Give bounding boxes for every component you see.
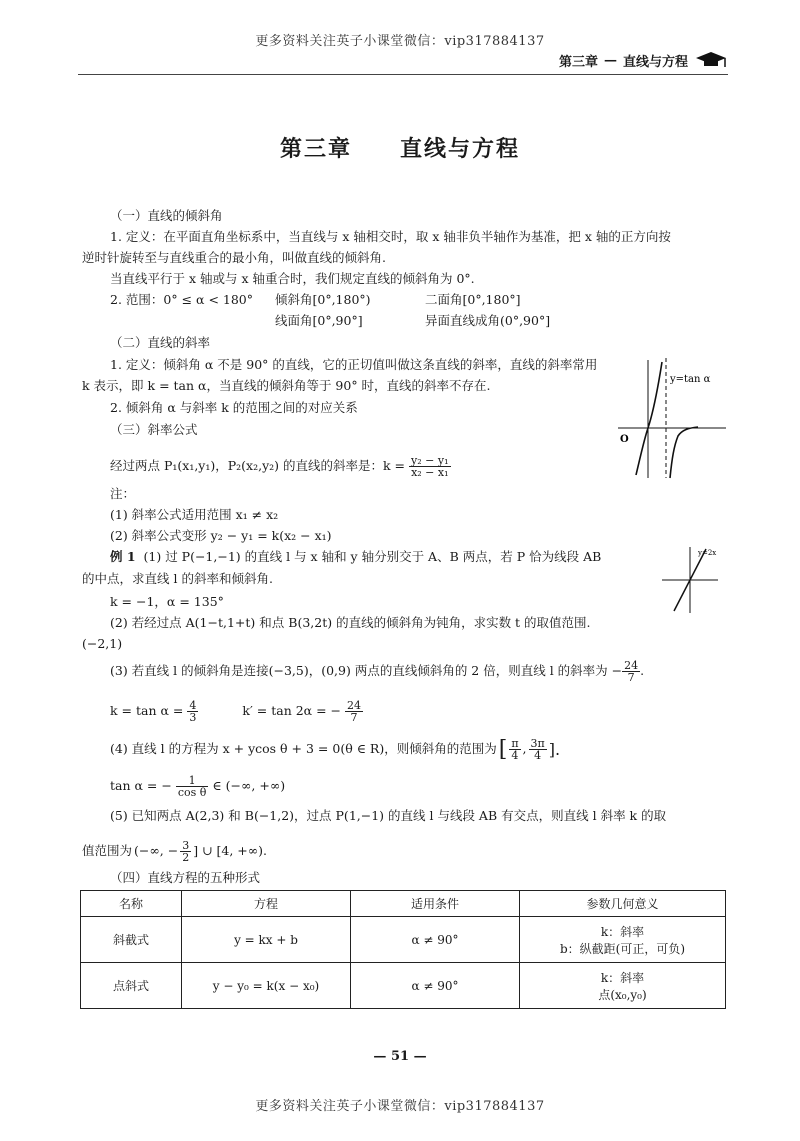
fraction [345, 700, 363, 723]
range-item: 倾斜角[0°,180°) [275, 292, 371, 307]
origin-label: O [620, 434, 629, 445]
slope-fraction [409, 455, 450, 478]
fraction [509, 738, 520, 761]
watermark-top: 更多资料关注英子小课堂微信：vip317884137 [255, 34, 545, 49]
answer-text: ] ∪ [4, +∞). [193, 843, 268, 859]
answer-text: (−∞, − [134, 843, 179, 859]
bracket: [ [498, 736, 508, 762]
fraction [622, 660, 640, 683]
answer-text: k′ = tan 2α = − [242, 703, 342, 719]
fraction-denominator: 2 [182, 851, 190, 864]
fraction-denominator: 7 [627, 671, 635, 684]
answer-text: tan α = − [110, 778, 172, 794]
example-p5-answer [82, 840, 267, 863]
column-header: 名称 [81, 891, 182, 917]
example-text: 值范围为 [82, 843, 133, 859]
table-row [81, 917, 726, 963]
paragraph: 1. 定义：在平面直角坐标系中，当直线与 x 轴相交时，取 x 轴非负半轴作为基准，把 x 轴的正方向按 [110, 229, 671, 244]
range-item: 异面直线成角(0°,90°] [425, 313, 551, 328]
fraction-denominator: 7 [350, 711, 358, 724]
page-title: 第三章 直线与方程 [279, 136, 520, 162]
paragraph: 1. 定义：倾斜角 α 不是 90° 的直线，它的正切值叫做这条直线的斜率，直线的斜率常用 [110, 357, 598, 372]
example-p1 [110, 551, 601, 564]
fraction-denominator: 3 [189, 711, 197, 724]
page-number: — 51 — [373, 1049, 427, 1064]
fraction-numerator: 3π [530, 737, 545, 750]
example-p3 [110, 660, 644, 683]
range-label: 2. 范围：0° ≤ α < 180° [110, 292, 253, 307]
range-item: 二面角[0°,180°] [425, 292, 521, 307]
cell-line: k：斜率 [600, 924, 645, 939]
table-cell: α ≠ 90° [351, 917, 520, 963]
example-label: 例 1 [110, 549, 136, 564]
bracket: ]. [548, 739, 561, 759]
example-text: (4) 直线 l 的方程为 x + ycos θ + 3 = 0(θ ∈ R)，则倾斜角的范围为 [110, 741, 497, 757]
example-p4 [110, 738, 560, 761]
tangent-graph [618, 350, 728, 480]
answer-text: ∈ (−∞, +∞) [212, 778, 286, 794]
table-cell: α ≠ 90° [351, 963, 520, 1009]
graph-label: y=2x [698, 549, 717, 557]
cell-line: 点(x₀,y₀) [598, 987, 647, 1002]
fraction-numerator: 24 [624, 659, 639, 672]
fraction-numerator: 1 [176, 775, 209, 787]
table-cell [520, 963, 726, 1009]
column-header: 方程 [182, 891, 351, 917]
paragraph: 2. 倾斜角 α 与斜率 k 的范围之间的对应关系 [110, 400, 358, 415]
range-item: 线面角[0°,90°] [275, 313, 363, 328]
punctuation: . [640, 663, 645, 679]
example-text: (5) 已知两点 A(2,3) 和 B(−1,2)，过点 P(1,−1) 的直线 l 与线段 AB 有交点，则直线 l 斜率 k 的取 [110, 808, 667, 823]
note-item: (1) 斜率公式适用范围 x₁ ≠ x₂ [110, 507, 279, 522]
table-cell [520, 917, 726, 963]
fraction [176, 775, 209, 798]
example-answer [110, 700, 363, 723]
header-dash: — [603, 52, 617, 68]
fraction-numerator: π [511, 737, 519, 750]
header-chapter: 第三章 [558, 54, 598, 70]
fraction [529, 738, 547, 761]
example-text: (2) 若经过点 A(1−t,1+t) 和点 B(3,2t) 的直线的倾斜角为钝角，求实数 t 的取值范围. [110, 615, 591, 630]
cell-line: k：斜率 [600, 970, 645, 985]
note-item: (2) 斜率公式变形 y₂ − y₁ = k(x₂ − x₁) [110, 528, 332, 543]
fraction-numerator: 24 [347, 699, 362, 712]
fraction-denominator: cos θ [177, 786, 207, 799]
fraction-numerator: 4 [189, 699, 197, 712]
fraction-denominator: 4 [511, 749, 519, 762]
example-text: (1) 过 P(−1,−1) 的直线 l 与 x 轴和 y 轴分别交于 A、B 两点，若 P 恰为线段 AB [143, 549, 602, 564]
example-text: 的中点，求直线 l 的斜率和倾斜角. [82, 571, 273, 586]
table-cell: 点斜式 [81, 963, 182, 1009]
table-cell: y − y₀ = k(x − x₀) [182, 963, 351, 1009]
table-cell: y = kx + b [182, 917, 351, 963]
section-heading-2: （二）直线的斜率 [110, 335, 211, 350]
fraction-numerator: y₂ − y₁ [411, 454, 449, 467]
table-header-row [81, 891, 726, 917]
table-row [81, 963, 726, 1009]
example-text: (3) 若直线 l 的倾斜角是连接(−3,5)，(0,9) 两点的直线倾斜角的 2 倍，则直线 l 的斜率为 − [110, 663, 623, 679]
fraction [180, 840, 191, 863]
graph-label: y=tan α [670, 374, 711, 385]
slope-formula [110, 455, 451, 478]
section-heading-1: （一）直线的倾斜角 [110, 208, 223, 223]
column-header: 参数几何意义 [520, 891, 726, 917]
header-topic: 直线与方程 [622, 54, 688, 70]
answer-text: k = tan α = [110, 703, 184, 719]
example-answer: (−2,1) [82, 636, 123, 651]
punctuation: , [522, 741, 527, 757]
table-cell: 斜截式 [81, 917, 182, 963]
formula-text: 经过两点 P₁(x₁,y₁)，P₂(x₂,y₂) 的直线的斜率是：k = [110, 458, 406, 474]
example-answer: k = −1，α = 135° [110, 594, 224, 609]
paragraph: 逆时针旋转至与直线重合的最小角，叫做直线的倾斜角. [82, 250, 386, 265]
running-header [559, 50, 728, 70]
section-heading-3: （三）斜率公式 [110, 422, 198, 437]
fraction [187, 700, 198, 723]
watermark-bottom: 更多资料关注英子小课堂微信：vip317884137 [255, 1099, 545, 1114]
fraction-denominator: x₂ − x₁ [411, 466, 449, 479]
paragraph: k 表示，即 k = tan α，当直线的倾斜角等于 90° 时，直线的斜率不存在. [82, 378, 491, 393]
cell-line: b：纵截距(可正，可负) [559, 941, 686, 956]
line-graph [660, 545, 720, 615]
fraction-denominator: 4 [534, 749, 542, 762]
section-heading-4: （四）直线方程的五种形式 [110, 870, 261, 885]
example-answer [110, 775, 285, 798]
header-rule [78, 74, 728, 75]
column-header: 适用条件 [351, 891, 520, 917]
paragraph: 当直线平行于 x 轴或与 x 轴重合时，我们规定直线的倾斜角为 0°. [110, 271, 475, 286]
fraction-numerator: 3 [182, 839, 190, 852]
note-label: 注： [110, 486, 136, 501]
graduation-cap-icon [694, 50, 728, 70]
line-equation-forms-table [80, 890, 726, 1009]
